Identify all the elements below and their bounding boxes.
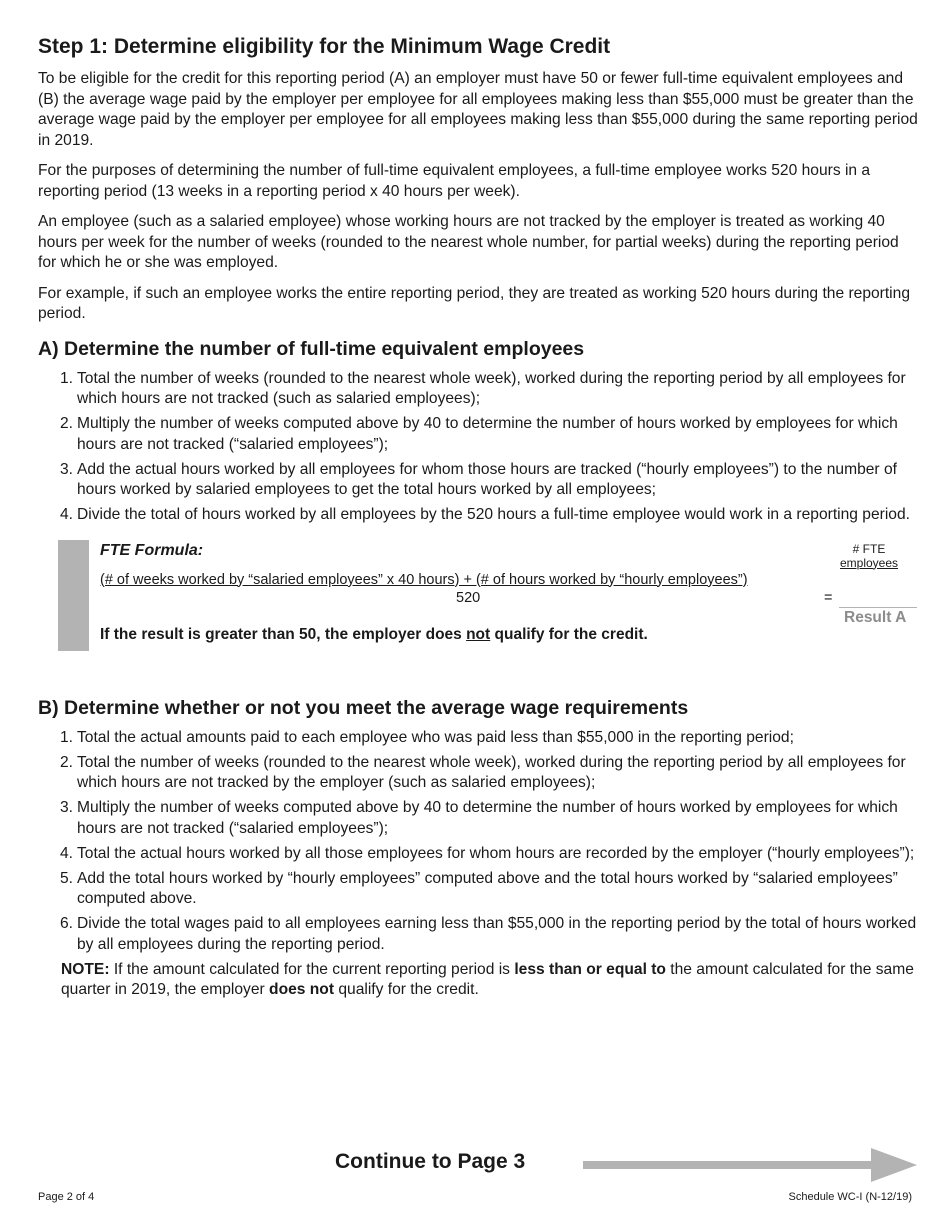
step-text: Add the actual hours worked by all employees for whom those hours are tracked (“hourly employees”) to the number of hours worked by salaried employees to get the total hours worked by all employees; [77, 460, 897, 498]
step1-paragraph-2: For the purposes of determining the number of full-time equivalent employees, a full-time employee works 520 hours in a reporting period (13 weeks in a reporting period x 40 hours per week). [38, 162, 871, 200]
fte-gray-bar [58, 540, 89, 651]
list-item [60, 460, 918, 501]
step-text: Total the number of weeks (rounded to the nearest whole week), worked during the reporting period by all employees for which hours are not tracked by the employer (such as salaried employees); [77, 753, 906, 791]
note-label: NOTE: [61, 960, 110, 978]
step-number: 4. [60, 844, 74, 862]
fte-warning-end: qualify for the credit. [490, 625, 648, 643]
fte-warning [100, 626, 648, 644]
step-number: 6. [60, 915, 74, 932]
fte-numerator: (# of weeks worked by “salaried employees” x 40 hours) + (# of hours worked by “hourly employees”) [100, 571, 748, 588]
step-number: 1. [60, 728, 74, 746]
section-a-title: A) Determine the number of full-time equivalent employees [38, 337, 585, 360]
step-number: 3. [60, 460, 74, 478]
fte-label-bottom: employees [839, 555, 899, 570]
step-number: 3. [60, 799, 74, 816]
step-text: Total the actual hours worked by all those employees for whom hours are recorded by the employer (“hourly employees”); [77, 844, 915, 862]
section-b-title: B) Determine whether or not you meet the average wage requirements [38, 696, 689, 719]
list-item [60, 728, 918, 749]
step-text: Add the total hours worked by “hourly employees” computed above and the total hours worked by “salaried employees” computed above. [77, 869, 898, 907]
step-text: Divide the total of hours worked by all employees by the 520 hours a full-time employee would work in a reporting period. [77, 506, 910, 523]
step-text: Total the number of weeks (rounded to the nearest whole week), worked during the reporting period by all employees for which hours are not tracked (such as salaried employees); [77, 369, 906, 407]
page-number: Page 2 of 4 [38, 1191, 95, 1203]
form-identifier: Schedule WC-I (N-12/19) [788, 1191, 912, 1203]
step1-title: Step 1: Determine eligibility for the Minimum Wage Credit [38, 35, 611, 58]
list-item [60, 844, 918, 865]
fte-label-top: # FTE [852, 541, 886, 556]
result-a-label: Result A [844, 608, 907, 626]
note-part-1: If the amount calculated for the current reporting period is [109, 960, 515, 978]
list-item [60, 505, 918, 526]
list-item [60, 914, 918, 955]
fte-formula-title: FTE Formula: [100, 541, 204, 559]
step-number: 4. [60, 506, 74, 523]
list-item [60, 869, 918, 910]
fte-warning-start: If the result is greater than 50, the employer does [100, 625, 467, 643]
step-number: 1. [60, 369, 74, 387]
fte-formula-box [38, 540, 918, 652]
step-text: Divide the total wages paid to all employees earning less than $55,000 in the reporting period by the total of hours worked by all employees during the reporting period. [77, 915, 917, 953]
fte-employees-label [834, 542, 904, 570]
list-item [60, 798, 918, 839]
result-a-field[interactable] [839, 607, 917, 608]
continue-arrow-icon[interactable] [583, 1146, 917, 1184]
step-text: Multiply the number of weeks computed above by 40 to determine the number of hours worked by employees for which hours are not tracked (“salaried employees”); [77, 799, 898, 837]
step-number: 5. [60, 869, 74, 887]
step1-paragraph-1: To be eligible for the credit for this reporting period (A) an employer must have 50 or fewer full-time equivalent employees and (B) the average wage paid by the employer per employee for all employees making less than $55,000 must be greater than the average wage paid by the employer per employee for all employees making less than $55,000 during the same reporting period in 2019. [38, 70, 918, 149]
list-item [60, 414, 918, 455]
step-number: 2. [60, 753, 74, 771]
fte-denominator: 520 [456, 589, 481, 606]
step-number: 2. [60, 415, 74, 432]
section-b-note [61, 960, 918, 1001]
note-bold-2: does not [269, 981, 335, 998]
page-content [38, 34, 918, 1001]
note-part-3: qualify for the credit. [334, 981, 479, 998]
section-b-steps [38, 728, 918, 956]
fte-equals-sign: = [824, 589, 833, 606]
section-b [38, 696, 918, 1001]
note-bold-1: less than or equal to [514, 960, 666, 978]
step1-paragraph-3: An employee (such as a salaried employee) whose working hours are not tracked by the employer is treated as working 40 hours per week for the number of weeks (rounded to the nearest whole number, for partial weeks) during the reporting period for which he or she was employed. [38, 213, 899, 271]
continue-link[interactable]: Continue to Page 3 [335, 1150, 526, 1173]
fte-warning-underlined: not [466, 625, 491, 643]
step1-paragraph-4: For example, if such an employee works the entire reporting period, they are treated as working 520 hours during the reporting period. [38, 284, 910, 322]
list-item [60, 369, 918, 410]
list-item [60, 753, 918, 794]
section-a-steps [38, 369, 918, 526]
note-part-2: the amount calculated for the same quarter in 2019, the employer [61, 960, 914, 998]
step-text: Total the actual amounts paid to each employee who was paid less than $55,000 in the reporting period; [77, 728, 794, 746]
step-text: Multiply the number of weeks computed above by 40 to determine the number of hours worked by employees for which hours are not tracked (“salaried employees”); [77, 415, 898, 453]
